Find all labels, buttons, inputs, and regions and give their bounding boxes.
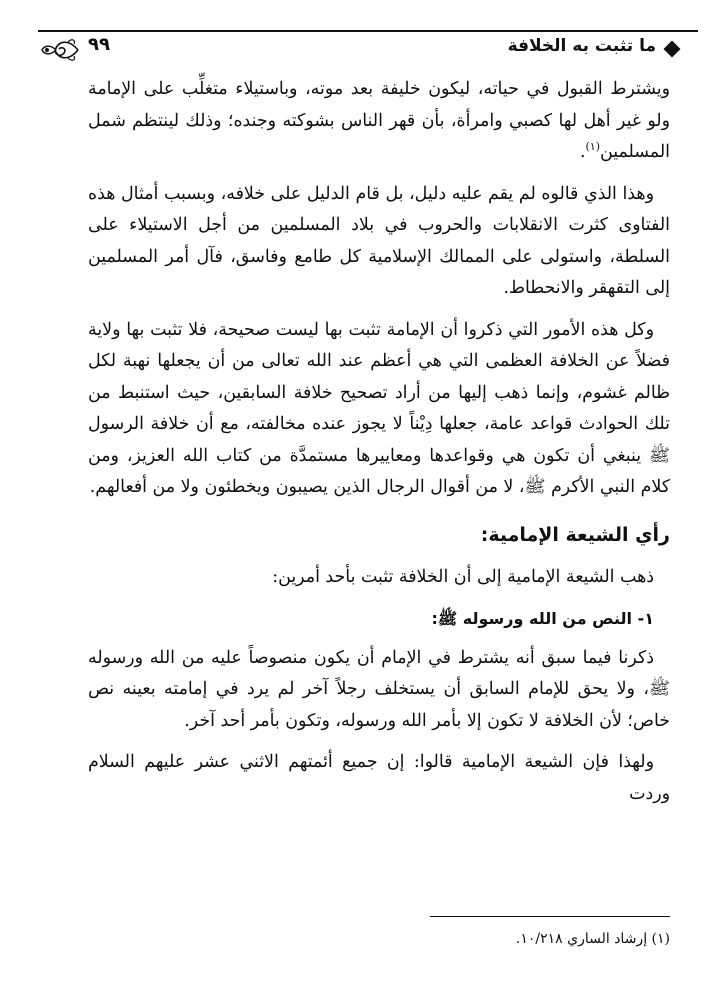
paragraph [88,74,670,169]
paragraph: ذكرنا فيما سبق أنه يشترط في الإمام أن يكون منصوصاً عليه من الله ورسوله ﷺ، ولا يحق للإمام السابق أن يستخلف رجلاً آخر لم يرد في إمامته بعينه نص خاص؛ لأن الخلافة لا تكون إلا بأمر الله ورسوله، وتكون بأمر أحد آخر. [88,647,670,731]
paragraph: وهذا الذي قالوه لم يقم عليه دليل، بل قام الدليل على خلافه، وبسبب أمثال هذه الفتاوى كثرت الانقلابات والحروب في بلاد المسلمين من أجل الاستيلاء على السلطة، واستولى على الممالك الإسلامية كل طامع وفاسق، فآل أمر المسلمين إلى التقهقر والانحطاط. [88,183,670,298]
footnote-reference: (١) [585,140,600,154]
paragraph: ولهذا فإن الشيعة الإمامية قالوا: إن جميع أئمتهم الاثني عشر عليهم السلام وردت [88,752,670,804]
body-text [88,74,670,820]
footnote: (١) إرشاد الساري ١٠/٢١٨. [515,931,670,947]
page-number: ٩٩ [88,34,110,55]
paragraph: وكل هذه الأمور التي ذكروا أن الإمامة تثبت بها ليست صحيحة، فلا تثبت بها ولاية فضلاً عن الخلافة العظمى التي هي أعظم عند الله تعالى من أن يجعلها نهبة لكل ظالم غشوم، وإنما ذهب إليها من أراد تصحيح خلافة السابقين، حيث استنبط من تلك الحوادث قواعد عامة، جعلها دِيْناً لا يجوز عنده مخالفته، مع أن خلافة الرسول ﷺ ينبغي أن تكون هي وقواعدها ومعاييرها مستمدَّة من كتاب الله العزيز، ومن كلام النبي الأكرم ﷺ، لا من أقوال الرجال الذين يصيبون ويخطئون ولا من أفعالهم. [88,319,670,497]
section-heading: رأي الشيعة الإمامية: [480,523,670,546]
subheading: ١- النص من الله ورسوله ﷺ: [431,609,654,628]
paragraph-text: ويشترط القبول في حياته، ليكون خليفة بعد موته، وباستيلاء متغلِّب على الإمامة ولو غير أهل لها كصبي وامرأة، بأن قهر الناس بشوكته وجنده؛ وذلك لينتظم شمل المسلمين [88,79,670,162]
paragraph-end: . [579,142,586,162]
ornament-icon [38,36,82,64]
paragraph: ذهب الشيعة الإمامية إلى أن الخلافة تثبت بأحد أمرين: [272,566,654,587]
running-header [38,34,678,64]
header-rule [38,30,698,32]
footnote-rule [430,916,670,917]
running-title: ما تثبت به الخلافة [507,36,656,56]
diamond-icon [664,41,681,58]
